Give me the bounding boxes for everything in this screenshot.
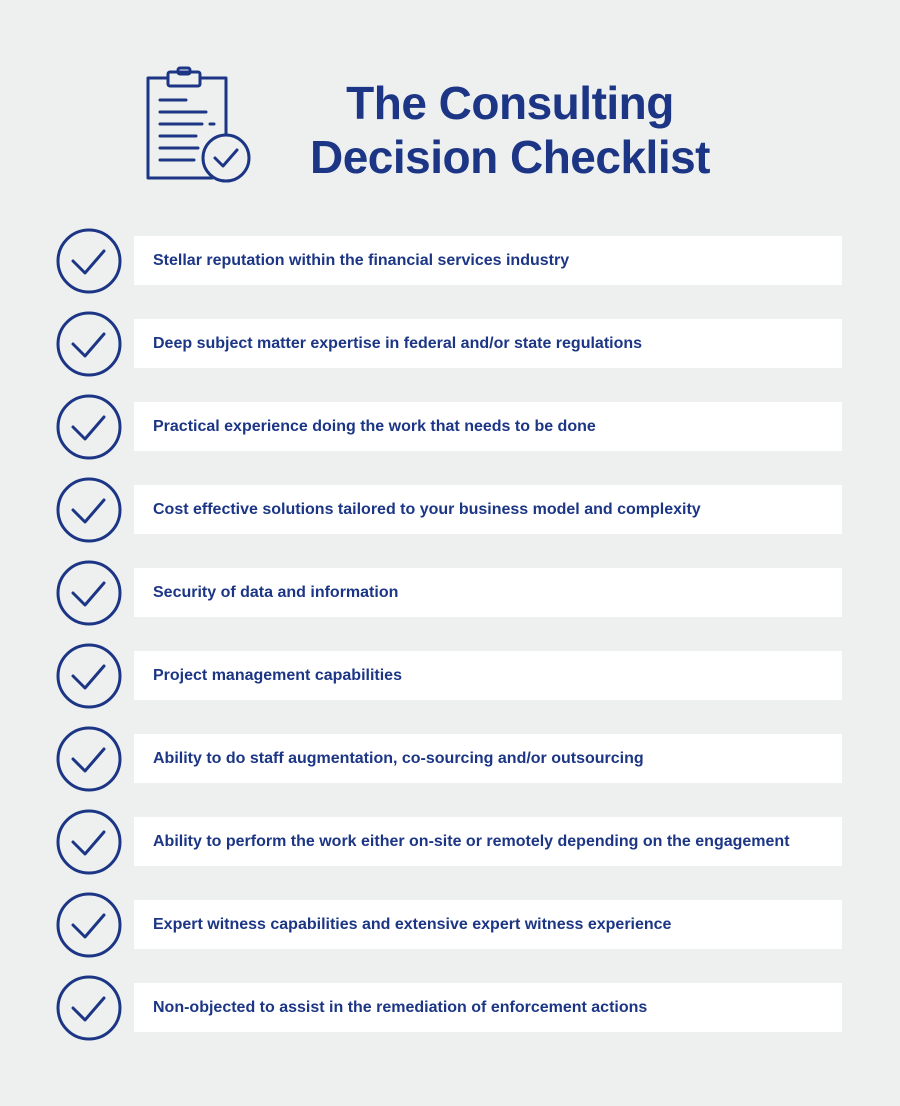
checklist-item-box [134, 319, 842, 368]
checklist-item-box [134, 236, 842, 285]
checklist-item-label: Stellar reputation within the financial services industry [153, 251, 570, 269]
clipboard-check-icon [140, 66, 256, 186]
checklist-item-box [134, 485, 842, 534]
checklist-item [0, 975, 900, 1058]
checklist-item-label: Ability to perform the work either on-site or remotely depending on the engagement [153, 832, 790, 850]
checklist-item-label: Expert witness capabilities and extensive expert witness experience [153, 915, 672, 933]
check-circle-icon [56, 311, 122, 377]
check-circle-icon [56, 228, 122, 294]
checklist-item [0, 892, 900, 975]
checklist-item-label: Non-objected to assist in the remediation of enforcement actions [153, 998, 648, 1016]
check-circle-icon [56, 975, 122, 1041]
check-circle-icon [56, 477, 122, 543]
checklist-item [0, 726, 900, 809]
checklist-item [0, 228, 900, 311]
check-circle-icon [56, 560, 122, 626]
checklist-item-label: Deep subject matter expertise in federal and/or state regulations [153, 334, 643, 352]
check-circle-icon [56, 892, 122, 958]
checklist-item-label: Security of data and information [153, 583, 399, 601]
checklist [0, 228, 900, 1058]
title-line-1: The Consulting [346, 77, 674, 129]
page-title [300, 76, 720, 184]
checklist-item-box [134, 568, 842, 617]
checklist-item-box [134, 734, 842, 783]
checklist-item [0, 643, 900, 726]
checklist-item-box [134, 817, 842, 866]
checklist-item [0, 311, 900, 394]
checklist-item [0, 394, 900, 477]
checklist-item-box [134, 402, 842, 451]
checklist-item [0, 560, 900, 643]
title-line-2: Decision Checklist [309, 131, 711, 183]
checklist-item-label: Ability to do staff augmentation, co-sourcing and/or outsourcing [153, 749, 644, 767]
checklist-item-box [134, 651, 842, 700]
check-circle-icon [56, 726, 122, 792]
check-circle-icon [56, 809, 122, 875]
header [0, 0, 900, 200]
checklist-item [0, 477, 900, 560]
checklist-item-box [134, 983, 842, 1032]
checklist-item-label: Cost effective solutions tailored to your business model and complexity [153, 500, 701, 518]
check-circle-icon [56, 394, 122, 460]
checklist-item-label: Practical experience doing the work that needs to be done [153, 417, 596, 435]
checklist-item-label: Project management capabilities [153, 666, 402, 684]
check-circle-icon [56, 643, 122, 709]
checklist-item [0, 809, 900, 892]
checklist-item-box [134, 900, 842, 949]
